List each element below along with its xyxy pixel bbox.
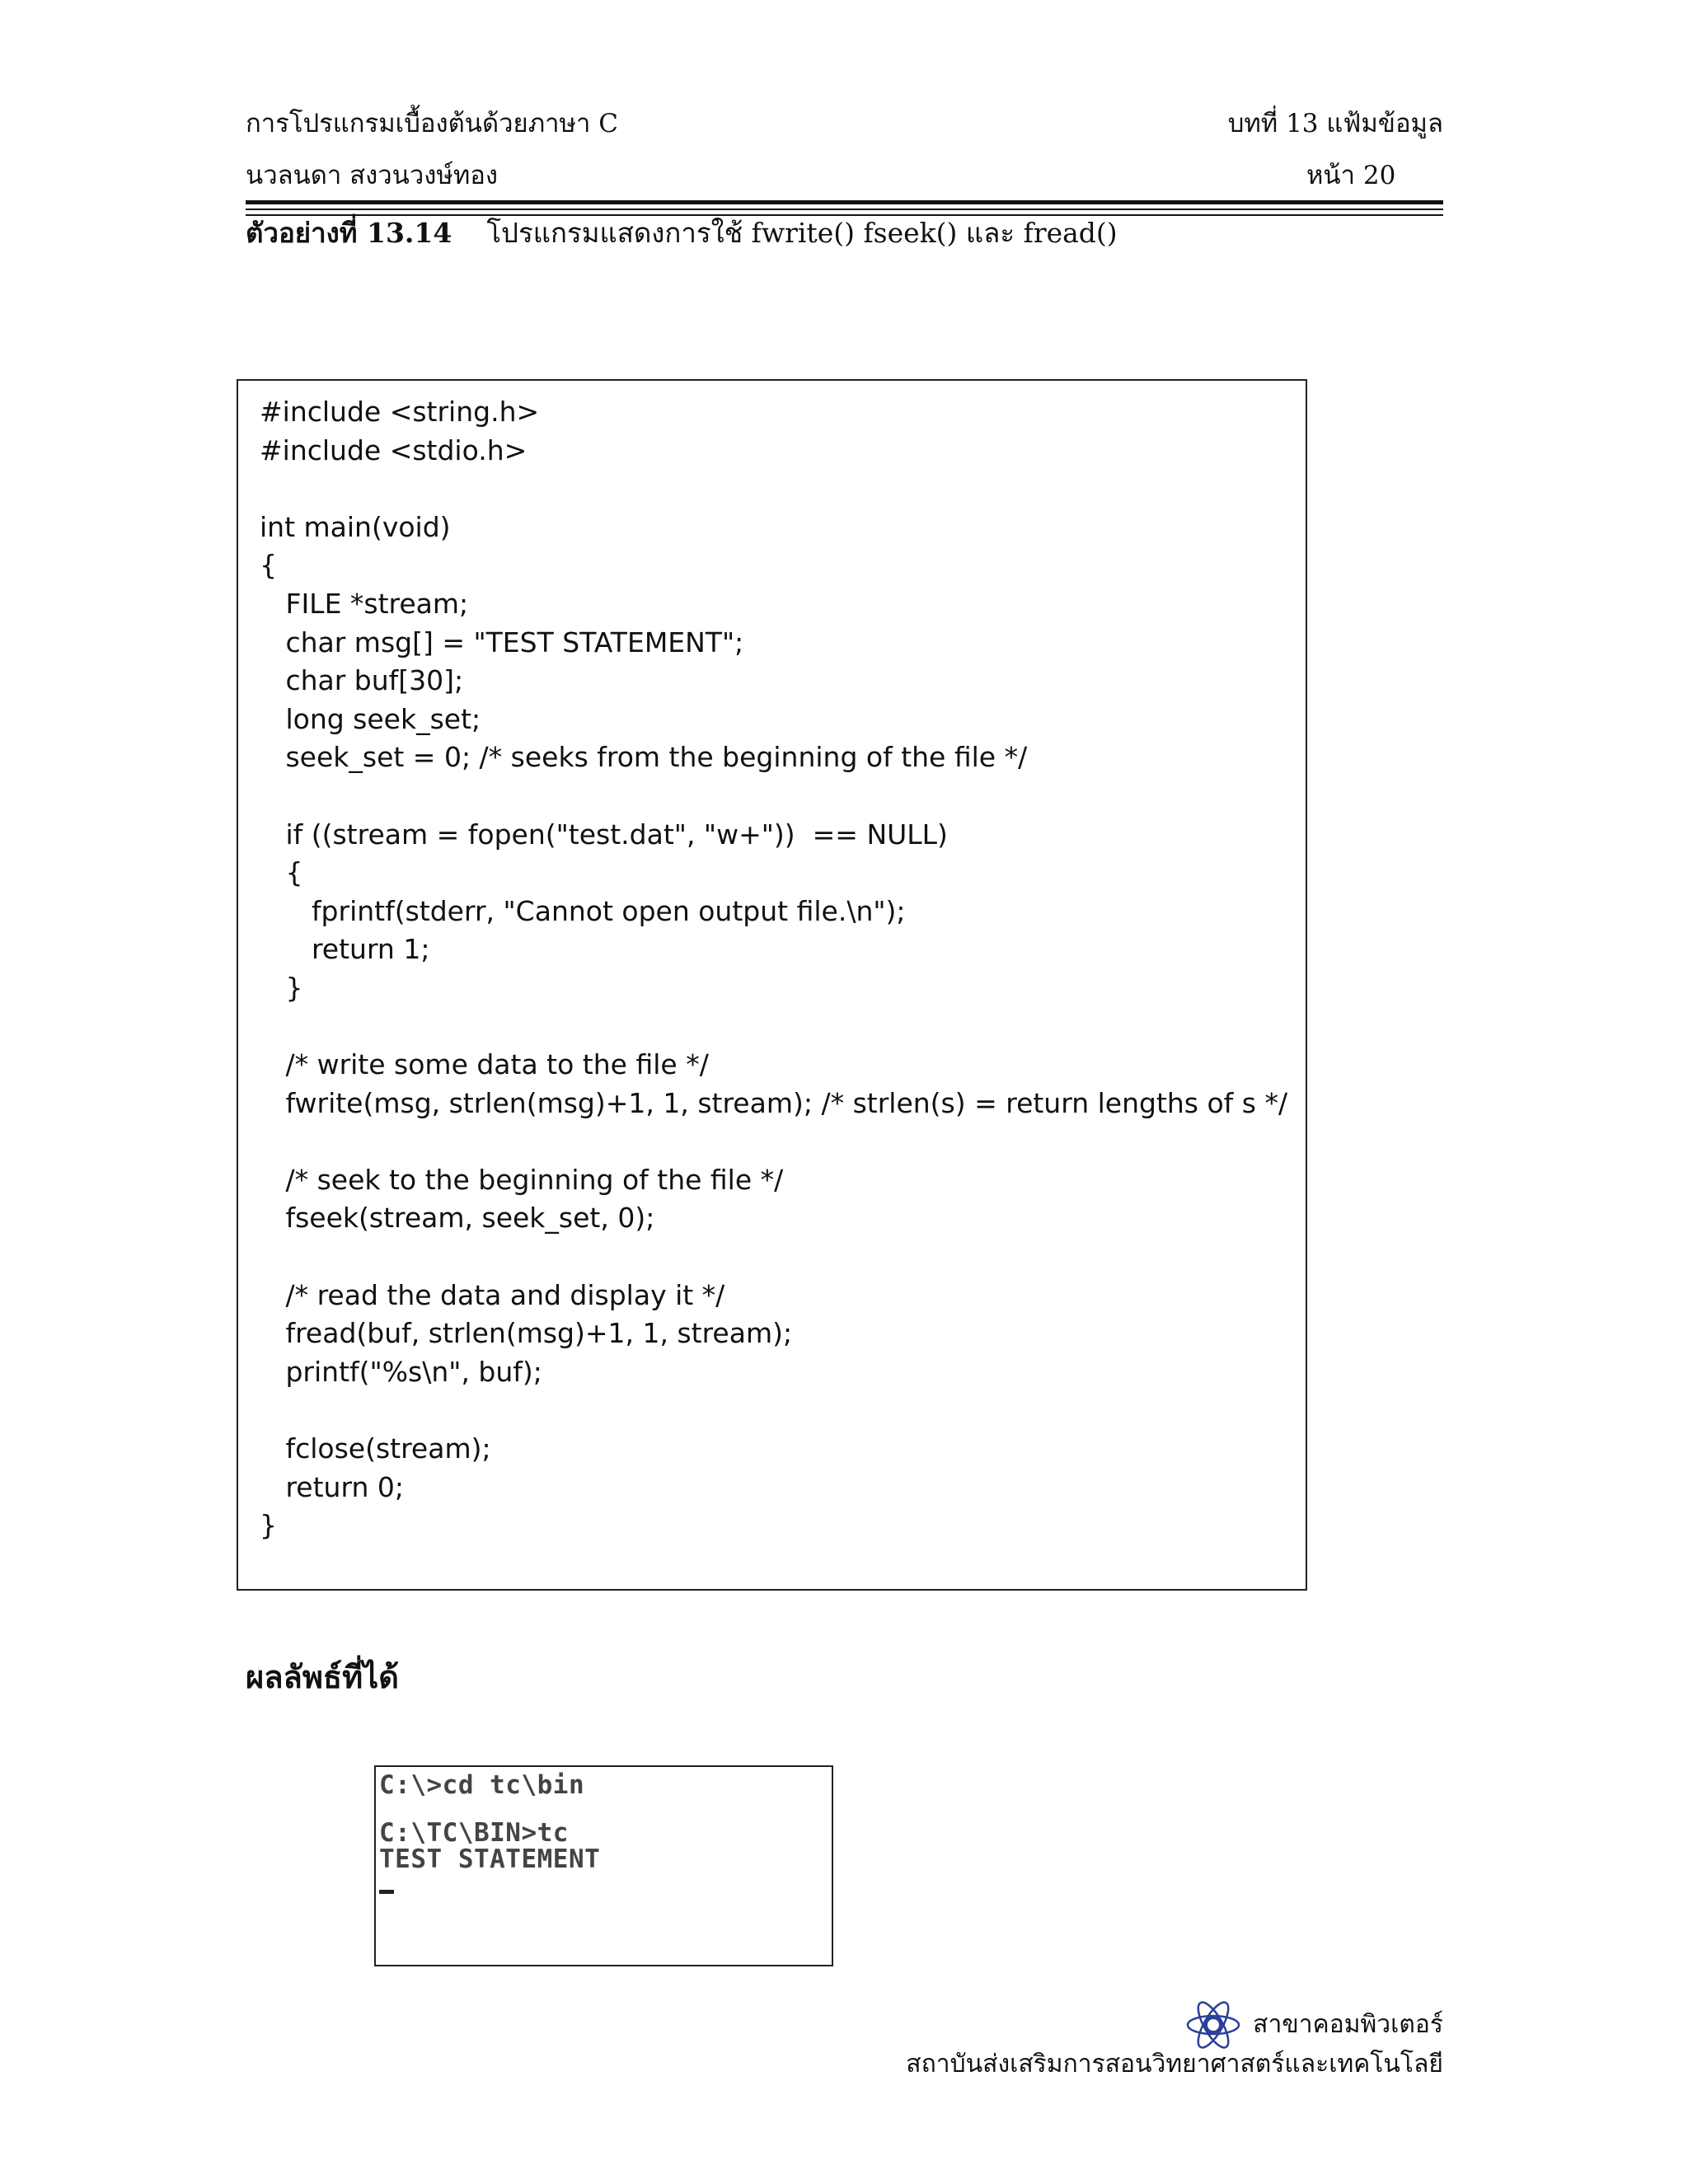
code-line	[260, 1122, 1287, 1161]
result-heading: ผลลัพธ์ที่ได้	[246, 1658, 399, 1695]
code-line: #include <stdio.h>	[260, 434, 528, 466]
code-line: fprintf(stderr, "Cannot open output file.\n");	[260, 894, 906, 927]
code-line: int main(void)	[260, 510, 451, 543]
code-line: fclose(stream);	[260, 1432, 491, 1465]
code-line: {	[260, 549, 277, 582]
console-lines	[379, 1772, 600, 1899]
code-line: if ((stream = fopen("test.dat", "w+")) == NULL)	[260, 818, 948, 851]
code-lines	[260, 393, 1287, 1545]
example-label: ตัวอย่างที่ 13.14	[246, 217, 452, 249]
example-title: โปรแกรมแสดงการใช้ fwrite() fseek() และ fread()	[486, 217, 1118, 249]
header-author: นวลนดา สงวนวงษ์ทอง	[246, 161, 499, 190]
code-line: FILE *stream;	[260, 587, 469, 620]
code-line: return 0;	[260, 1470, 404, 1503]
code-line: #include <string.h>	[260, 396, 540, 428]
footer-department-name: สาขาคอมพิวเตอร์	[1253, 2010, 1443, 2039]
code-line	[260, 1391, 1287, 1430]
console-line: C:\>cd tc\bin	[379, 1770, 585, 1800]
code-line: long seek_set;	[260, 702, 481, 735]
header-chapter: บทที่ 13 แฟ้มข้อมูล	[1227, 109, 1443, 138]
code-line: /* read the data and display it */	[260, 1278, 725, 1311]
code-line: char msg[] = "TEST STATEMENT";	[260, 626, 744, 658]
console-line: C:\TC\BIN>tc	[379, 1818, 569, 1848]
code-line: char buf[30];	[260, 664, 464, 697]
code-line: {	[260, 856, 303, 889]
code-line: seek_set = 0; /* seeks from the beginning of the file */	[260, 741, 1028, 774]
footer-department	[1185, 1997, 1443, 2053]
code-listing-box	[237, 379, 1307, 1591]
code-line: return 1;	[260, 933, 430, 966]
code-line	[260, 470, 1287, 509]
code-line: fseek(stream, seek_set, 0);	[260, 1202, 655, 1235]
code-line: }	[260, 971, 303, 1004]
code-line: /* seek to the beginning of the file */	[260, 1163, 784, 1196]
atom-logo-icon	[1185, 1997, 1241, 2053]
console-gap	[379, 1798, 600, 1820]
console-cursor	[379, 1890, 394, 1894]
header-course-title: การโปรแกรมเบื้องต้นด้วยภาษา C	[246, 109, 618, 138]
console-output-box	[374, 1765, 833, 1966]
code-line	[260, 1008, 1287, 1047]
footer-institute-name: สถาบันส่งเสริมการสอนวิทยาศาสตร์และเทคโนโลยี	[906, 2050, 1443, 2079]
console-cursor-line	[379, 1872, 600, 1899]
code-line	[260, 1238, 1287, 1277]
code-line: }	[260, 1509, 277, 1542]
example-heading	[246, 216, 1118, 251]
header-rule-thick	[246, 200, 1443, 204]
code-line: printf("%s\n", buf);	[260, 1355, 542, 1388]
code-line: /* write some data to the file */	[260, 1048, 709, 1081]
header-page-number: หน้า 20	[1306, 161, 1396, 190]
code-line: fread(buf, strlen(msg)+1, 1, stream);	[260, 1317, 793, 1350]
console-line: TEST STATEMENT	[379, 1844, 601, 1874]
code-line: fwrite(msg, strlen(msg)+1, 1, stream); /* strlen(s) = return lengths of s */	[260, 1086, 1288, 1119]
code-line	[260, 777, 1287, 816]
header-rule-thin	[246, 209, 1443, 210]
